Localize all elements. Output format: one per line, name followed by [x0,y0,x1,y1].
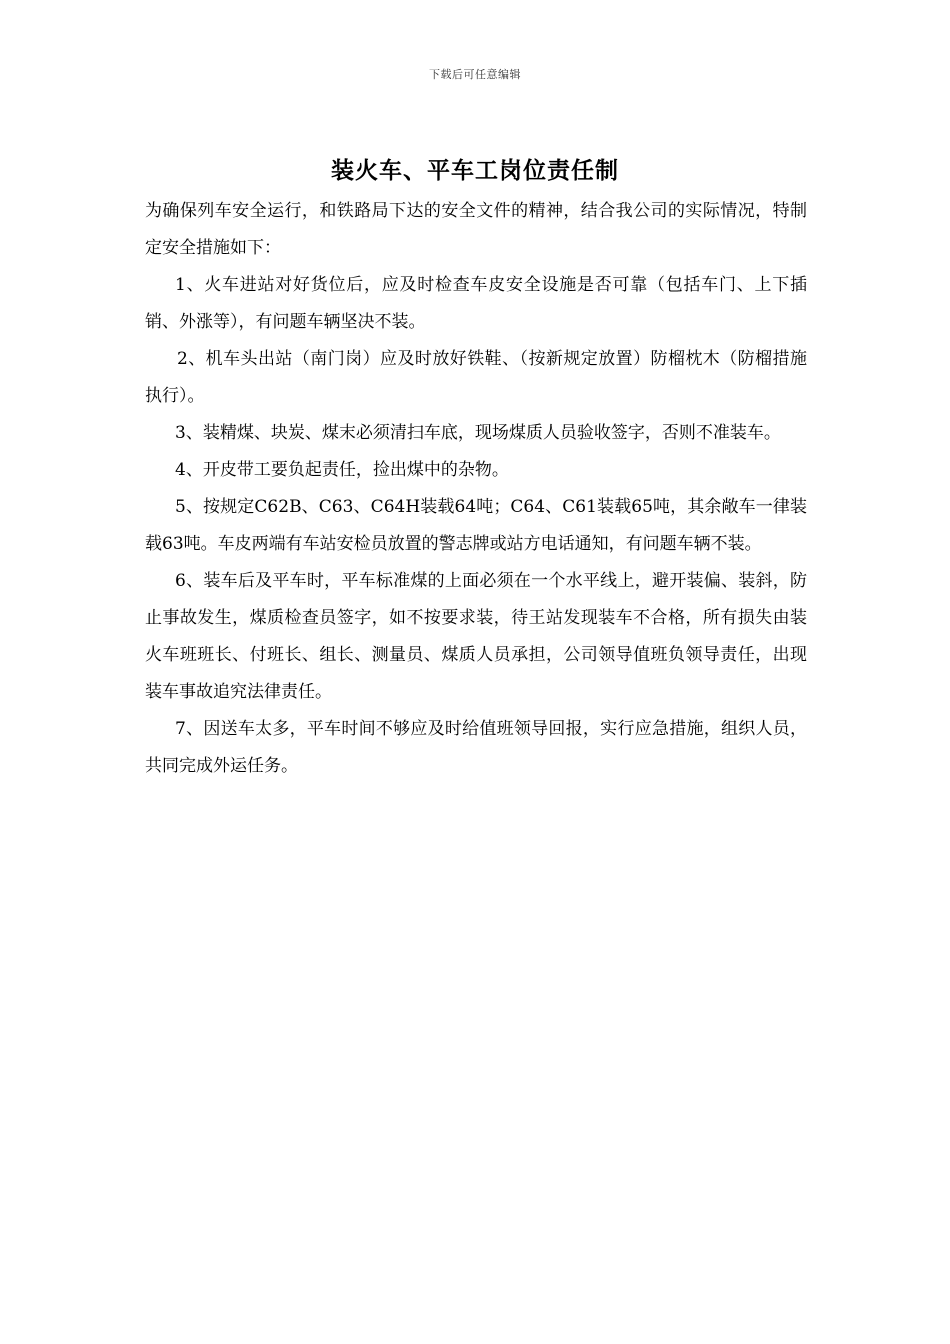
item-paragraph-6: 6、装车后及平车时，平车标准煤的上面必须在一个水平线上，避开装偏、装斜，防止事故发生，煤质检查员签字，如不按要求装，待王站发现装车不合格，所有损失由装火车班班长、付班长、组长、测量员、煤质人员承担，公司领导值班负领导责任，出现装车事故追究法律责任。 [145,571,807,702]
item-paragraph-7: 7、因送车太多，平车时间不够应及时给值班领导回报，实行应急措施，组织人员，共同完成外运任务。 [145,719,807,776]
item-paragraph-4: 4、开皮带工要负起责任，捡出煤中的杂物。 [175,460,509,480]
document-title: 装火车、平车工岗位责任制 [331,158,619,184]
item-paragraph-1: 1、火车进站对好货位后，应及时检查车皮安全设施是否可靠（包括车门、上下插销、外涨等），有问题车辆坚决不装。 [145,275,807,332]
intro-paragraph: 为确保列车安全运行，和铁路局下达的安全文件的精神，结合我公司的实际情况，特制定安全措施如下： [145,201,807,258]
item-paragraph-2: 2、机车头出站（南门岗）应及时放好铁鞋、（按新规定放置）防榴枕木（防榴措施执行）。 [145,349,807,406]
item-paragraph-3: 3、装精煤、块炭、煤末必须清扫车底，现场煤质人员验收签字，否则不准装车。 [175,423,781,443]
document-body [145,193,807,785]
header-note: 下载后可任意编辑 [429,68,521,81]
item-paragraph-5: 5、按规定C62B、C63、C64H装载64吨；C64、C61装载65吨，其余敞车一律装载63吨。车皮两端有车站安检员放置的警志牌或站方电话通知，有问题车辆不装。 [145,497,807,554]
